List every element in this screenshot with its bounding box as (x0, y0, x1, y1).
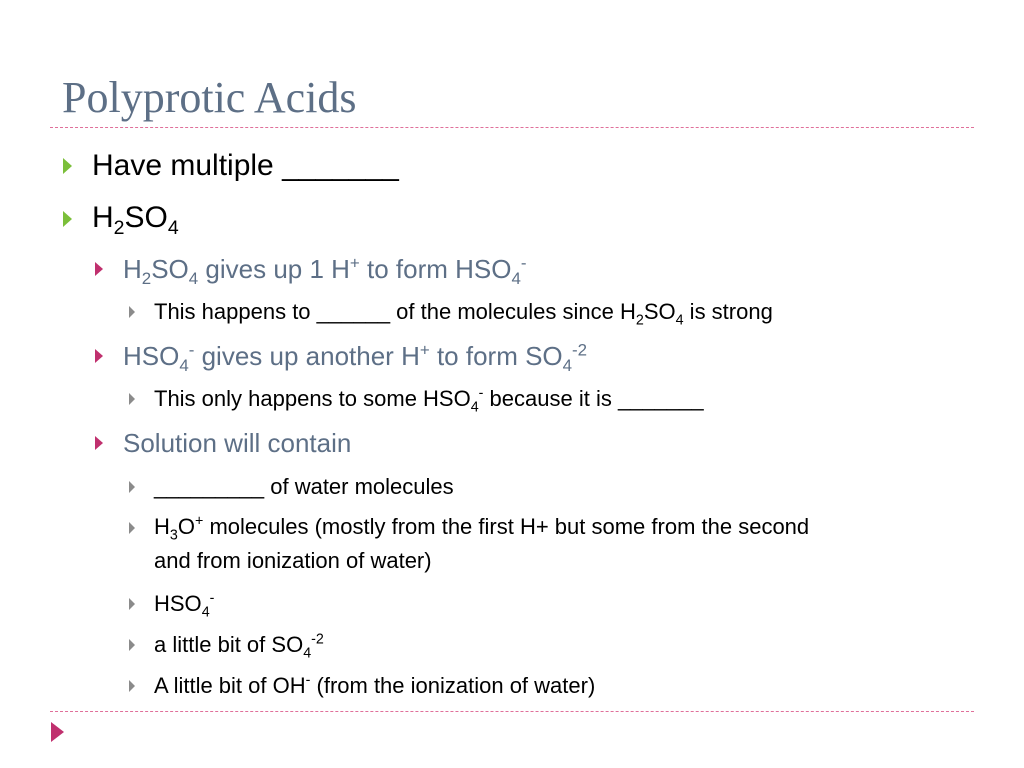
bullet-arrow-icon (129, 522, 135, 534)
bullet-have-multiple: Have multiple _______ (92, 149, 399, 182)
bullet-hso4: $HSO_4^-$ (154, 590, 215, 621)
footer-arrow-icon (51, 722, 64, 742)
footer-divider (50, 711, 974, 712)
bullet-arrow-icon (129, 481, 135, 493)
bullet-arrow-icon (129, 598, 135, 610)
bullet-arrow-icon (95, 349, 103, 363)
bullet-arrow-icon (63, 158, 72, 174)
bullet-arrow-icon (129, 680, 135, 692)
bullet-arrow-icon (129, 306, 135, 318)
bullet-arrow-icon (95, 262, 103, 276)
bullet-arrow-icon (129, 393, 135, 405)
bullet-oh: A little bit of OH- (from the ionization of water) (154, 672, 596, 698)
bullet-h3o: $H_3O^+$ molecules (mostly from the first H+ but some from the second and from ionization of water) (154, 513, 810, 573)
bullet-solution-contains: Solution will contain (123, 428, 352, 458)
bullet-water: _________ of water molecules (154, 474, 454, 499)
bullet-only-some: This only happens to some $HSO_4^-$ because it is _______ (154, 385, 704, 416)
bullet-arrow-icon (63, 211, 72, 227)
slide-title: Polyprotic Acids (62, 73, 357, 122)
bullet-gives-up-another: $HSO_4^-$ gives up another H+ to form $SO_4^{-2}$ (123, 340, 588, 376)
bullet-so4: a little bit of $SO_4^{-2}$ (154, 631, 324, 662)
bullet-gives-up-one: $H_2SO_4$ gives up 1 H+ to form $HSO_4^-$ (123, 253, 527, 289)
bullet-arrow-icon (129, 639, 135, 651)
title-divider (50, 127, 974, 128)
bullet-h2so4: $H_2SO_4$ (92, 201, 179, 239)
bullet-happens-to: This happens to ______ of the molecules since $H_2SO_4$ is strong (154, 299, 773, 329)
bullet-arrow-icon (95, 436, 103, 450)
